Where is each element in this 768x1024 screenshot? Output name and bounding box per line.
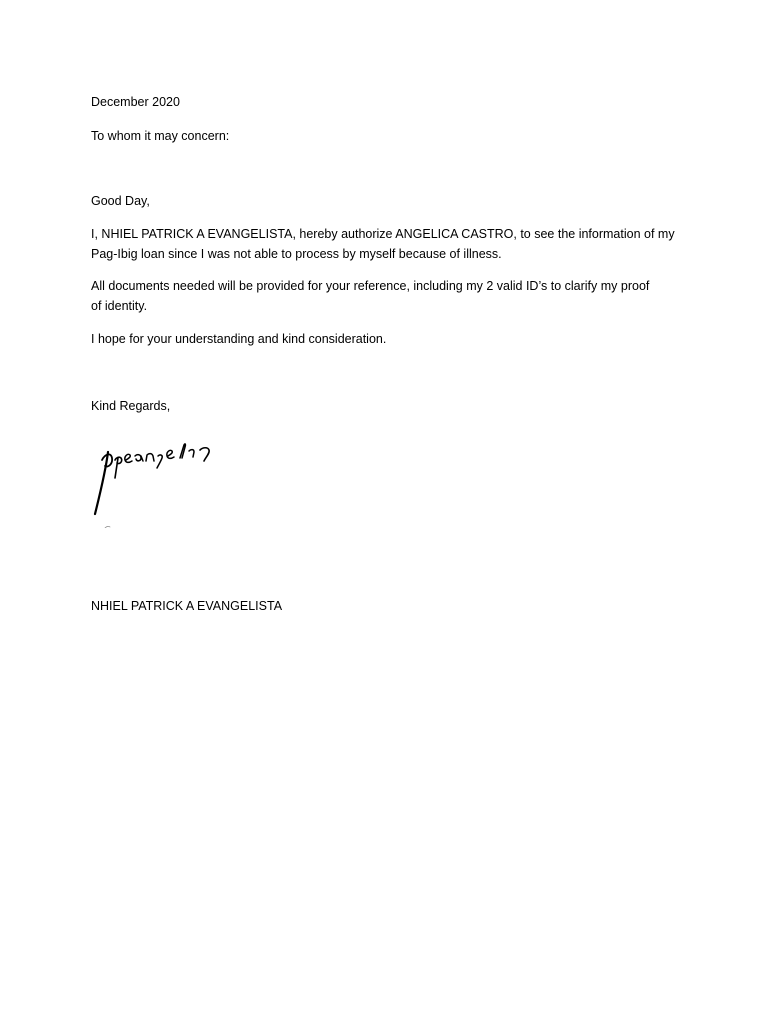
paragraph-line: I, NHIEL PATRICK A EVANGELISTA, hereby authorize ANGELICA CASTRO, to see the information of my [91,227,675,241]
letter-addressee: To whom it may concern: [91,129,230,143]
paragraph-line: All documents needed will be provided for your reference, including my 2 valid ID’s to clarify my proof [91,279,650,293]
paragraph-line: of identity. [91,299,148,313]
paragraph-line: Pag-Ibig loan since I was not able to process by myself because of illness. [91,247,502,261]
letter-greeting: Good Day, [91,194,150,208]
handwritten-signature [88,438,238,528]
paragraph-line: I hope for your understanding and kind consideration. [91,332,387,346]
letter-paragraph-documents [91,276,671,316]
letter-paragraph-authorization [91,224,675,264]
letter-date: December 2020 [91,95,180,109]
letter-signature-name: NHIEL PATRICK A EVANGELISTA [91,599,283,613]
letter-closing: Kind Regards, [91,399,171,413]
letter-paragraph-consideration [91,329,671,349]
